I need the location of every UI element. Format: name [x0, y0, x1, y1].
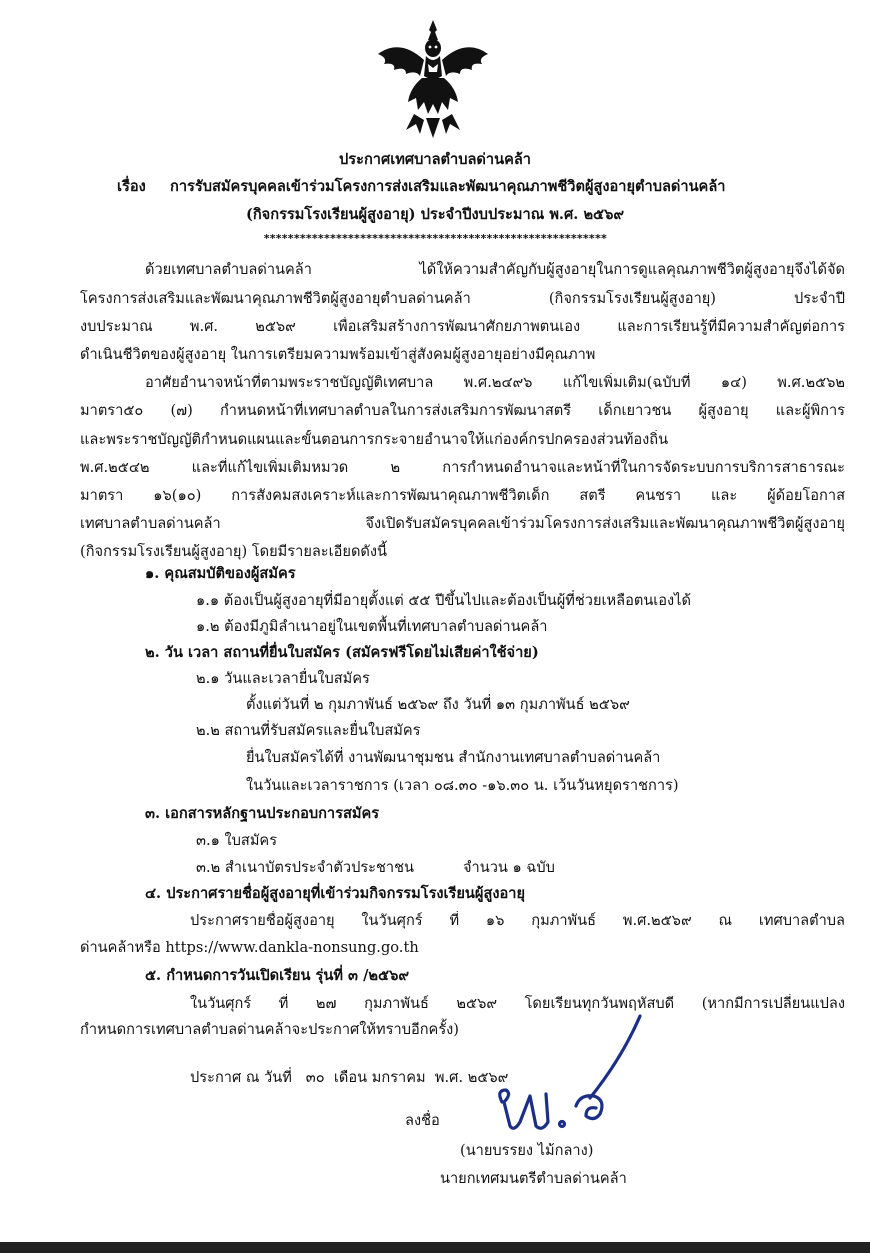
- signer-name: (นายบรรยง ไม้กลาง): [460, 1142, 594, 1159]
- section-2-item-1-detail: ตั้งแต่วันที่ ๒ กุมภาพันธ์ ๒๕๖๙ ถึง วันที่ ๑๓ กุมภาพันธ์ ๒๕๖๙: [246, 696, 630, 713]
- section-2-item-2-detail-1: ยื่นใบสมัครได้ที่ งานพัฒนาชุมชน สำนักงานเทศบาลตำบลด่านคล้า: [246, 749, 661, 766]
- section-5-line-2: กำหนดการเทศบาลตำบลด่านคล้าจะประกาศให้ทราบอีกครั้ง): [80, 1021, 459, 1038]
- section-5-heading: ๕. กำหนดการวันเปิดเรียน รุ่นที่ ๓ /๒๕๖๙: [145, 967, 410, 984]
- section-4-line-2: ด่านคล้าหรือ https://www.dankla-nonsung.go.th: [80, 939, 419, 956]
- paragraph-1-line-3: งบประมาณ พ.ศ. ๒๕๖๙ เพื่อเสริมสร้างการพัฒนาศักยภาพตนเอง และการเรียนรู้ที่มีความสำคัญต่อการ: [80, 318, 845, 335]
- paragraph-1-line-4: ดำเนินชีวิตของผู้สูงอายุ ในการเตรียมความพร้อมเข้าสู่สังคมผู้สูงอายุอย่างมีคุณภาพ: [80, 346, 596, 363]
- paragraph-2-line-7: (กิจกรรมโรงเรียนผู้สูงอายุ) โดยมีรายละเอียดดังนี้: [80, 543, 388, 560]
- section-3-item-2: ๓.๒ สำเนาบัตรประจำตัวประชาชน: [196, 859, 414, 876]
- subject-line-1: การรับสมัครบุคคลเข้าร่วมโครงการส่งเสริมและพัฒนาคุณภาพชีวิตผู้สูงอายุตำบลด่านคล้า: [170, 178, 726, 195]
- announcement-date: ประกาศ ณ วันที่ ๓๐ เดือน มกราคม พ.ศ. ๒๕๖๙: [190, 1069, 509, 1086]
- subject-line-2: (กิจกรรมโรงเรียนผู้สูงอายุ) ประจำปีงบประมาณ พ.ศ. ๒๕๖๙: [245, 206, 625, 223]
- section-1-item-1: ๑.๑ ต้องเป็นผู้สูงอายุที่มีอายุตั้งแต่ ๕๕ ปีขึ้นไปและต้องเป็นผู้ที่ช่วยเหลือตนเองได้: [196, 592, 691, 609]
- announcement-title: ประกาศเทศบาลตำบลด่านคล้า: [339, 151, 531, 168]
- section-4-heading: ๔. ประกาศรายชื่อผู้สูงอายุที่เข้าร่วมกิจกรรมโรงเรียนผู้สูงอายุ: [145, 885, 525, 902]
- scan-bottom-edge: [0, 1242, 870, 1253]
- paragraph-1-line-2: โครงการส่งเสริมและพัฒนาคุณภาพชีวิตผู้สูงอายุตำบลด่านคล้า (กิจกรรมโรงเรียนผู้สูงอายุ) ประจำปี: [80, 290, 845, 307]
- separator-line: *********************************************************: [263, 232, 607, 245]
- paragraph-1-line-1: ด้วยเทศบาลตำบลด่านคล้า ได้ให้ความสำคัญกับผู้สูงอายุในการดูแลคุณภาพชีวิตผู้สูงอายุจึงได้จัด: [145, 261, 845, 278]
- section-1-item-2: ๑.๒ ต้องมีภูมิลำเนาอยู่ในเขตพื้นที่เทศบาลตำบลด่านคล้า: [196, 618, 548, 635]
- section-2-item-2-detail-2: ในวันและเวลาราชการ (เวลา ๐๘.๓๐ -๑๖.๓๐ น. เว้นวันหยุดราชการ): [246, 777, 679, 794]
- paragraph-2-line-4: พ.ศ.๒๕๔๒ และที่แก้ไขเพิ่มเติมหมวด ๒ การกำหนดอำนาจและหน้าที่ในการจัดระบบการบริการสาธารณะ: [80, 459, 845, 476]
- section-4-line-1: ประกาศรายชื่อผู้สูงอายุ ในวันศุกร์ ที่ ๑๖ กุมภาพันธ์ พ.ศ.๒๕๖๙ ณ เทศบาลตำบล: [190, 912, 845, 929]
- section-5-line-1: ในวันศุกร์ ที่ ๒๗ กุมภาพันธ์ ๒๕๖๙ โดยเรียนทุกวันพฤหัสบดี (หากมีการเปลี่ยนแปลง: [190, 995, 845, 1012]
- section-2-item-1: ๒.๑ วันและเวลายื่นใบสมัคร: [196, 670, 370, 687]
- section-2-heading: ๒. วัน เวลา สถานที่ยื่นใบสมัคร (สมัครฟรีโดยไม่เสียค่าใช้จ่าย): [145, 644, 539, 661]
- paragraph-2-line-3: และพระราชบัญญัติกำหนดแผนและขั้นตอนการกระจายอำนาจให้แก่องค์กรปกครองส่วนท้องถิ่น: [80, 431, 669, 448]
- handwritten-signature: [490, 1010, 670, 1130]
- section-2-item-2: ๒.๒ สถานที่รับสมัครและยื่นใบสมัคร: [196, 722, 421, 739]
- subject-label: เรื่อง: [117, 178, 146, 195]
- garuda-emblem-icon: [370, 18, 496, 140]
- section-3-item-2-quantity: จำนวน ๑ ฉบับ: [463, 859, 555, 876]
- signer-title: นายกเทศมนตรีตำบลด่านคล้า: [440, 1170, 627, 1187]
- paragraph-2-line-5: มาตรา ๑๖(๑๐) การสังคมสงเคราะห์และการพัฒนาคุณภาพชีวิตเด็ก สตรี คนชรา และ ผู้ด้อยโอกาส: [80, 487, 845, 504]
- paragraph-2-line-6: เทศบาลตำบลด่านคล้า จึงเปิดรับสมัครบุคคลเข้าร่วมโครงการส่งเสริมและพัฒนาคุณภาพชีวิตผู้สูงอายุ: [80, 515, 845, 532]
- signature-label: ลงชื่อ: [405, 1112, 440, 1129]
- section-1-heading: ๑. คุณสมบัติของผู้สมัคร: [145, 565, 296, 582]
- paragraph-2-line-2: มาตรา๕๐ (๗) กำหนดหน้าที่เทศบาลตำบลในการส่งเสริมการพัฒนาสตรี เด็กเยาวชน ผู้สูงอายุ และผู้พิการ: [80, 402, 845, 419]
- paragraph-2-line-1: อาศัยอำนาจหน้าที่ตามพระราชบัญญัติเทศบาล พ.ศ.๒๔๙๖ แก้ไขเพิ่มเติม(ฉบับที่ ๑๔) พ.ศ.๒๕๖๒: [145, 374, 845, 391]
- section-3-heading: ๓. เอกสารหลักฐานประกอบการสมัคร: [145, 805, 380, 822]
- section-3-item-1: ๓.๑ ใบสมัคร: [196, 832, 278, 849]
